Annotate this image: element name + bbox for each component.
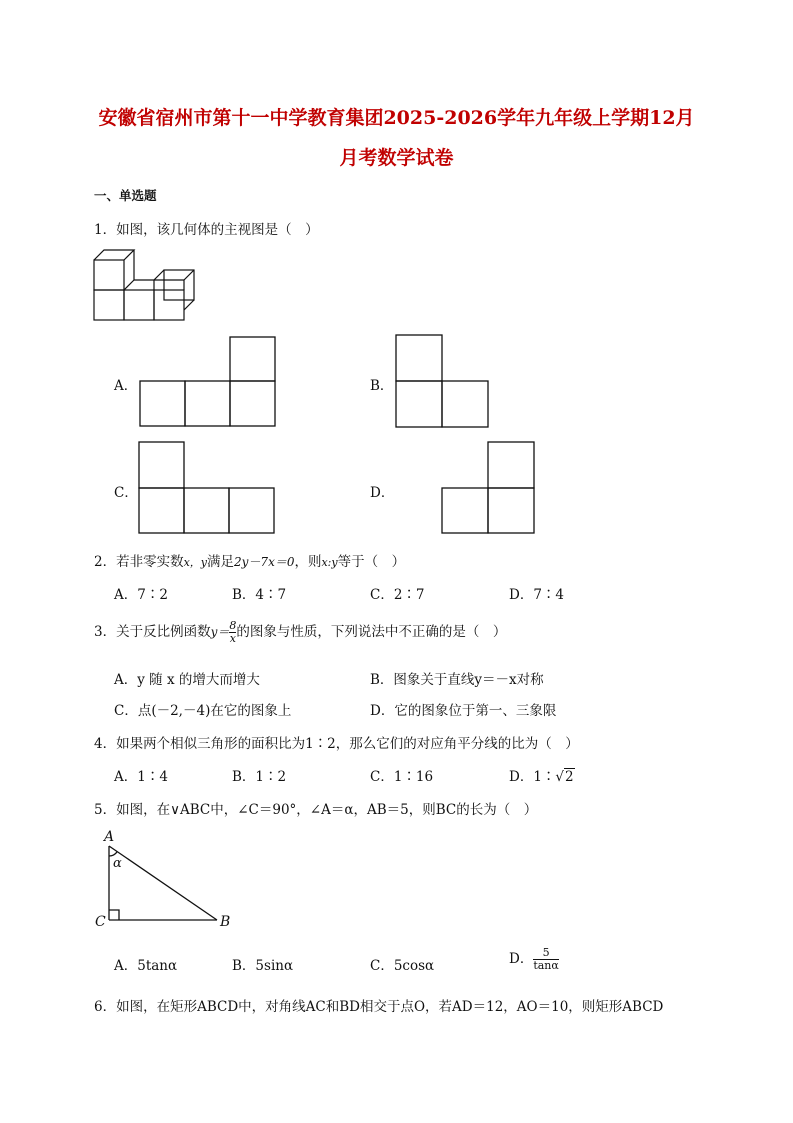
q1-stem: 1．如图，该几何体的主视图是（ ） xyxy=(94,222,319,238)
q1-option-c-figure xyxy=(138,441,278,535)
q2-option-c[interactable]: C．2∶7 xyxy=(370,587,425,603)
q3-option-d[interactable]: D．它的图象位于第一、三象限 xyxy=(370,703,557,719)
q2-stem: 2．若非零实数x，y满足2y－7x＝0，则x:y等于（ ） xyxy=(94,554,406,570)
q1-option-a-figure xyxy=(139,336,279,428)
q1-option-d-label[interactable]: D． xyxy=(370,485,395,501)
q4-option-d[interactable]: D．1∶√2 xyxy=(509,769,574,785)
q1-option-d-figure xyxy=(441,441,537,535)
q4-option-b[interactable]: B．1∶2 xyxy=(232,769,287,785)
q5-option-c[interactable]: C．5cosα xyxy=(370,958,435,974)
q2-option-a[interactable]: A．7∶2 xyxy=(114,587,168,603)
q5-option-d[interactable]: D． $\frac{5}{\tan\alpha}$ xyxy=(509,946,559,972)
q5-option-a[interactable]: A．5tanα xyxy=(114,958,178,974)
q5-vertex-a: A xyxy=(104,829,115,845)
q4-stem: 4．如果两个相似三角形的面积比为1∶2，那么它们的对应角平分线的比为（ ） xyxy=(94,736,579,752)
q1-option-b-label[interactable]: B． xyxy=(370,378,394,394)
q5-option-b[interactable]: B．5sinα xyxy=(232,958,294,974)
q5-stem: 5．如图，在∨ABC中，∠C＝90°，∠A＝α，AB＝5，则BC的长为（ ） xyxy=(94,802,538,818)
q2-option-b[interactable]: B．4∶7 xyxy=(232,587,287,603)
q4-option-c[interactable]: C．1∶16 xyxy=(370,769,434,785)
q5-vertex-b: B xyxy=(220,914,231,930)
q1-option-c-label[interactable]: C． xyxy=(114,485,138,501)
q5-angle-alpha: α xyxy=(113,856,122,871)
q3-option-c[interactable]: C．点(－2,－4)在它的图象上 xyxy=(114,703,292,719)
q1-option-b-figure xyxy=(395,334,491,428)
section-heading: 一、单选题 xyxy=(94,188,157,203)
q4-option-a[interactable]: A．1∶4 xyxy=(114,769,168,785)
paper-title-line2: 月考数学试卷 xyxy=(339,147,454,169)
paper-title-line1: 安徽省宿州市第十一中学教育集团2025-2026学年九年级上学期12月 xyxy=(98,107,695,129)
q5-vertex-c: C xyxy=(95,914,106,930)
q2-option-d[interactable]: D．7∶4 xyxy=(509,587,565,603)
q3-stem: 3．关于反比例函数y＝ $\frac{8}{x}$ 的图象与性质，下列说法中不正确的是（ ） xyxy=(94,619,507,645)
q6-stem: 6．如图，在矩形ABCD中，对角线AC和BD相交于点O，若AD＝12，AO＝10，则矩形ABCD xyxy=(94,999,664,1015)
q3-option-b[interactable]: B．图象关于直线y＝－x对称 xyxy=(370,672,544,688)
q1-option-a-label[interactable]: A． xyxy=(114,378,138,394)
sqrt-radicand: 2 xyxy=(565,769,574,785)
q1-solid-figure xyxy=(90,245,210,325)
q3-option-a[interactable]: A．y 随 x 的增大而增大 xyxy=(114,672,260,688)
